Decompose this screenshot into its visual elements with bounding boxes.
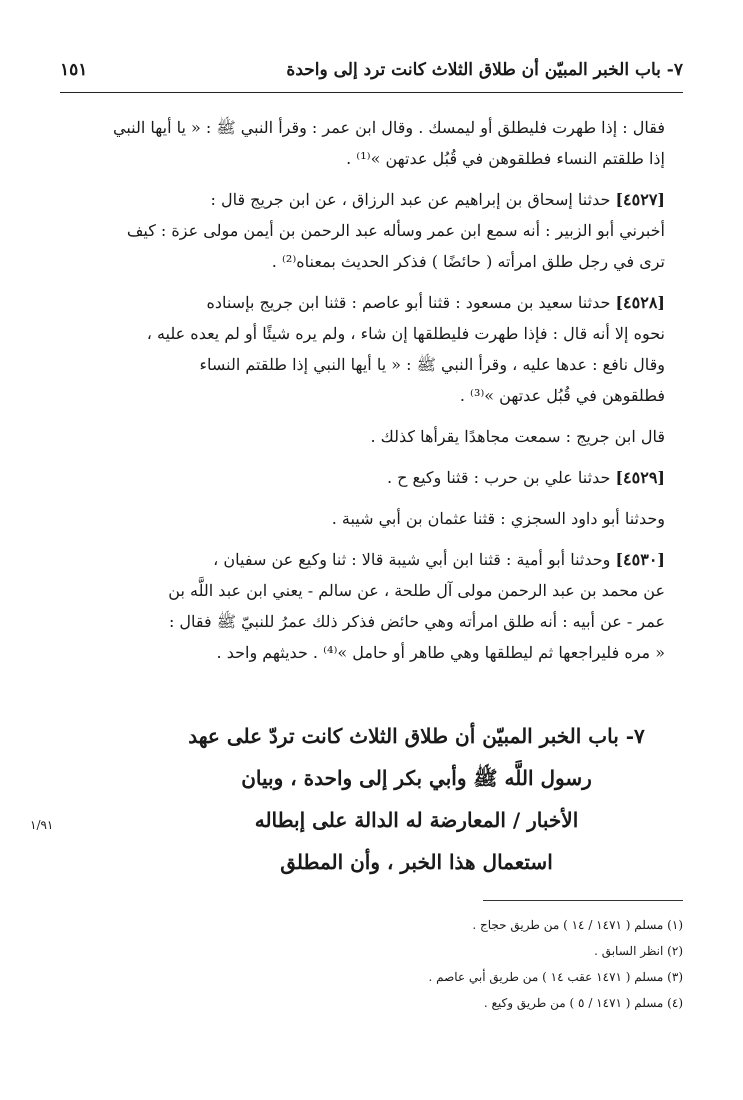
chapter-line: رسول اللَّه ﷺ وأبي بكر إلى واحدة ، وبيان [241, 766, 592, 790]
page-number: ١٥١ [60, 60, 88, 80]
text-line: عن محمد بن عبد الرحمن مولى آل طلحة ، عن سالم - يعني ابن عبد اللَّه بن [168, 581, 665, 600]
header-title: ٧- باب الخبر المبيّن أن طلاق الثلاث كانت ترد إلى واحدة [286, 60, 683, 80]
margin-note: ١/٩١ [30, 818, 54, 832]
text-line: وحدثنا أبو داود السجزي : قثنا عثمان بن أبي شيبة . [331, 509, 665, 528]
text-line: نحوه إلا أنه قال : فإذا طهرت فليطلقها إن شاء ، ولم يره شيئًا أو لم يعده عليه ، [146, 324, 665, 343]
paragraph [78, 112, 665, 174]
text-line: فطلقوهن في قُبُل عدتهن »⁽³⁾ . [459, 386, 665, 405]
text-line: فقال : إذا طهرت فليطلق أو ليمسك . وقال ابن عمر : وقرأ النبي ﷺ : « يا أيها النبي [112, 118, 665, 137]
chapter-heading [150, 715, 683, 883]
main-text [78, 112, 665, 678]
hadith-paragraph [78, 462, 665, 493]
running-header [60, 56, 683, 93]
chapter-line: ٧- باب الخبر المبيّن أن طلاق الثلاث كانت تردّ على عهد [188, 724, 645, 748]
footnote-divider [483, 900, 683, 901]
paragraph [78, 421, 665, 452]
text-line: حدثنا سعيد بن مسعود : قثنا أبو عاصم : قثنا ابن جريج بإسناده [206, 293, 611, 312]
paragraph [78, 503, 665, 534]
chapter-line: الأخبار / المعارضة له الدالة على إبطاله [254, 808, 579, 832]
hadith-paragraph [78, 184, 665, 277]
footnote: (١) مسلم ( ١٤٧١ / ١٤ ) من طريق حجاج . [472, 918, 683, 932]
footnote: (٤) مسلم ( ١٤٧١ / ٥ ) من طريق وكيع . [483, 996, 683, 1010]
footnote: (٣) مسلم ( ١٤٧١ عقب ١٤ ) من طريق أبي عاصم . [428, 970, 683, 984]
hadith-number: [٤٥٢٧] [615, 190, 665, 209]
hadith-paragraph [78, 287, 665, 411]
hadith-number: [٤٥٢٨] [615, 293, 665, 312]
text-line: وقال نافع : عدها عليه ، وقرأ النبي ﷺ : « يا أيها النبي إذا طلقتم النساء [199, 355, 665, 374]
text-line: « مره فليراجعها ثم ليطلقها وهي طاهر أو حامل »⁽⁴⁾ . حديثهم واحد . [216, 643, 665, 662]
text-line: ترى في رجل طلق امرأته ( حائضًا ) فذكر الحديث بمعناه⁽²⁾ . [271, 252, 665, 271]
hadith-paragraph [78, 544, 665, 668]
text-line: أخبرني أبو الزبير : أنه سمع ابن عمر وسأله عبد الرحمن بن أيمن مولى عزة : كيف [126, 221, 665, 240]
footnote: (٢) انظر السابق . [594, 944, 683, 958]
text-line: عمر - عن أبيه : أنه طلق امرأته وهي حائض فذكر ذلك عمرُ للنبيّ ﷺ فقال : [168, 612, 665, 631]
chapter-line: استعمال هذا الخبر ، وأن المطلق [280, 850, 553, 874]
text-line: إذا طلقتم النساء فطلقوهن في قُبُل عدتهن »⁽¹⁾ . [346, 149, 665, 168]
footnotes [120, 912, 683, 1016]
hadith-number: [٤٥٢٩] [615, 468, 665, 487]
text-line: وحدثنا أبو أمية : قثنا ابن أبي شيبة قالا : ثنا وكيع عن سفيان ، [213, 550, 611, 569]
hadith-number: [٤٥٣٠] [615, 550, 665, 569]
text-line: حدثنا علي بن حرب : قثنا وكيع ح . [386, 468, 611, 487]
text-line: قال ابن جريج : سمعت مجاهدًا يقرأها كذلك . [370, 427, 665, 446]
text-line: حدثنا إسحاق بن إبراهيم عن عبد الرزاق ، عن ابن جريج قال : [210, 190, 611, 209]
